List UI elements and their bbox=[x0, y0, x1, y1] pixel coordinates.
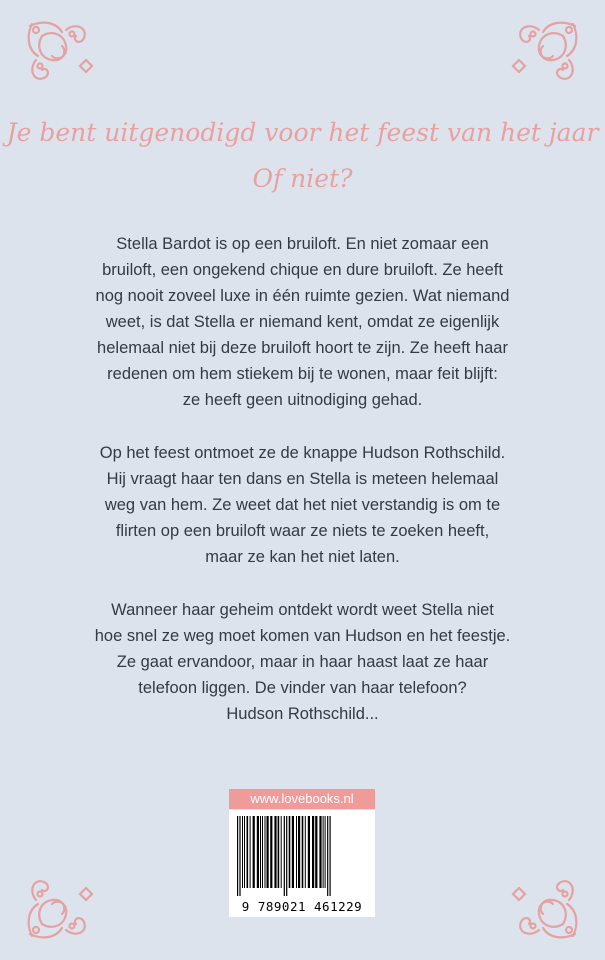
barcode-bar bbox=[262, 816, 263, 888]
corner-flourish-icon bbox=[503, 864, 583, 944]
barcode-bar bbox=[286, 816, 287, 896]
barcode-bar bbox=[308, 816, 310, 888]
corner-flourish-icon bbox=[22, 864, 102, 944]
barcode-bar bbox=[239, 816, 240, 896]
barcode-bar bbox=[325, 816, 326, 888]
barcode-bar bbox=[260, 816, 261, 888]
barcode-bar bbox=[253, 816, 255, 888]
barcode-bar bbox=[278, 816, 280, 888]
barcode-bar bbox=[250, 816, 251, 888]
barcode-bar bbox=[281, 816, 282, 888]
barcode-bar bbox=[312, 816, 314, 888]
corner-flourish-icon bbox=[503, 16, 583, 96]
barcode-bar bbox=[274, 816, 276, 888]
barcode-bar bbox=[298, 816, 300, 888]
barcode-bar bbox=[244, 816, 245, 888]
barcode-bar bbox=[296, 816, 297, 888]
corner-flourish-icon bbox=[22, 16, 102, 96]
barcode-bar bbox=[289, 816, 291, 888]
back-cover-blurb bbox=[60, 231, 545, 754]
barcode-bar bbox=[305, 816, 306, 888]
barcode-bar bbox=[257, 816, 259, 888]
barcode-bar bbox=[302, 816, 304, 888]
barcode-bar bbox=[330, 816, 331, 896]
isbn-barcode bbox=[229, 810, 375, 917]
isbn-number: 9 789021 461229 bbox=[241, 899, 363, 914]
tagline-line-1: Je bent uitgenodigd voor het feest van het jaar bbox=[6, 118, 599, 147]
barcode-bar bbox=[323, 816, 324, 888]
barcode-bar bbox=[315, 816, 317, 888]
barcode-bar bbox=[327, 816, 328, 896]
publisher-url: www.lovebooks.nl bbox=[229, 789, 375, 809]
blurb-paragraph-3: Wanneer haar geheim ontdekt wordt weet Stella niet hoe snel ze weg moet komen van Hudson en het feestje. Ze gaat ervandoor, maar in haar haast laat ze haar telefoon liggen. De vinder van haar telefoon? Hudson Rothschild... bbox=[94, 601, 511, 723]
barcode-bar bbox=[242, 816, 243, 888]
blurb-paragraph-1: Stella Bardot is op een bruiloft. En niet zomaar een bruiloft, een ongekend chique en dure bruiloft. Ze heeft nog nooit zoveel luxe in één ruimte gezien. Wat niemand weet, is dat Stella er niemand kent, omdat ze eigenlijk helemaal niet bij deze bruiloft hoort te zijn. Ze heeft haar redenen om hem stiekem bij te wonen, maar feit blijft: ze heeft geen uitnodiging gehad. bbox=[95, 235, 510, 409]
tagline bbox=[0, 110, 605, 202]
barcode-bar bbox=[247, 816, 249, 888]
barcode-bar bbox=[319, 816, 321, 888]
blurb-paragraph-2: Op het feest ontmoet ze de knappe Hudson Rothschild. Hij vraagt haar ten dans en Stella is meteen helemaal weg van hem. Ze weet dat het niet verstandig is om te flirten op een bruiloft waar ze niets te zoeken heeft, maar ze kan het niet laten. bbox=[99, 444, 506, 566]
barcode-bar bbox=[292, 816, 294, 888]
barcode-bar bbox=[270, 816, 272, 888]
barcode-bar bbox=[284, 816, 285, 896]
tagline-line-2: Of niet? bbox=[252, 164, 353, 193]
barcode-bar bbox=[265, 816, 266, 888]
barcode-bar bbox=[267, 816, 269, 888]
barcode-bars-icon bbox=[235, 816, 369, 896]
barcode-bar bbox=[237, 816, 238, 896]
